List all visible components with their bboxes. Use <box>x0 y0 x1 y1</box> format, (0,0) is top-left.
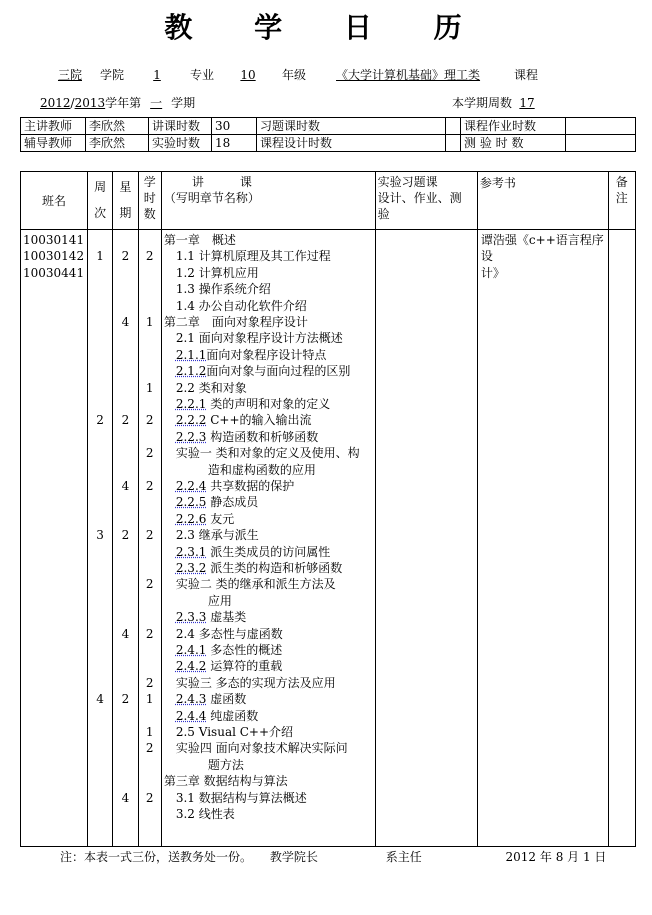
weekday-number <box>113 560 137 576</box>
staff-row-1 <box>21 118 636 135</box>
section-title: 纯虚函数 <box>206 708 259 723</box>
section-title: 1.1 计算机原理及其工作过程 <box>175 249 331 264</box>
section-title: 类的声明和对象的定义 <box>206 397 331 411</box>
lecture-topic <box>176 298 307 314</box>
weeks-line <box>452 94 542 111</box>
staff-cell: 课程作业时数 <box>461 118 566 135</box>
lecture-topic <box>176 740 348 756</box>
semester-label: 学期 <box>171 96 196 110</box>
hours-number: 2 <box>145 626 154 641</box>
lecture-column-header: 讲 课 （写明章节名称） <box>161 172 375 230</box>
week-number <box>88 494 112 510</box>
lecture-topic <box>176 675 336 691</box>
day-column-header: 星 期 <box>113 172 138 230</box>
staff-cell <box>566 135 636 152</box>
week-number <box>88 511 112 527</box>
section-title: 3.2 线性表 <box>175 807 235 821</box>
week-number <box>88 380 112 396</box>
week-number <box>88 806 112 822</box>
lecture-topic <box>176 724 293 740</box>
staff-cell: 实验时数 <box>149 135 212 152</box>
lecture-topic <box>176 511 234 527</box>
section-title: 实验三 多态的实现方法及应用 <box>175 675 336 690</box>
staff-cell: 习题课时数 <box>257 118 446 135</box>
hours-number: 2 <box>145 577 154 592</box>
week-cell <box>87 230 112 847</box>
section-title: 共享数据的保护 <box>206 479 295 493</box>
staff-cell <box>566 118 636 135</box>
weekday-number <box>113 232 137 248</box>
week-number: 1 <box>96 249 104 264</box>
hours-number <box>139 773 161 789</box>
lecture-cell <box>161 230 375 847</box>
week-number <box>88 544 112 560</box>
weekday-number <box>113 740 137 756</box>
calendar-table <box>20 171 636 847</box>
hours-number <box>139 298 161 314</box>
section-number: 2.3.1 <box>175 544 207 559</box>
staff-cell: 主讲教师 <box>21 118 86 135</box>
lecture-topic <box>176 347 327 363</box>
section-title: 2.3 继承与派生 <box>175 528 259 543</box>
year-label: 学年第 <box>105 96 142 110</box>
weekday-number <box>113 773 137 789</box>
weekday-number <box>113 265 137 281</box>
week-number <box>88 478 112 494</box>
year-start: 2012 <box>40 96 71 110</box>
hours-number: 2 <box>145 249 154 264</box>
hours-number <box>139 429 161 445</box>
weekday-number <box>113 380 137 396</box>
section-number: 2.2.6 <box>175 511 207 526</box>
calendar-body-row <box>21 230 636 847</box>
director-label: 系主任 <box>385 850 422 864</box>
lecture-topic <box>176 626 283 642</box>
weekday-number: 2 <box>121 692 130 707</box>
section-title: 虚基类 <box>206 610 247 625</box>
major-value: 1 <box>153 68 161 82</box>
staff-cell: 测 验 时 数 <box>461 135 566 152</box>
hours-number <box>139 708 161 724</box>
staff-cell: 30 <box>212 118 257 135</box>
lecture-topic <box>176 429 318 445</box>
lecture-topic <box>176 412 312 428</box>
week-number <box>88 658 112 674</box>
section-number: 2.3.3 <box>175 610 207 625</box>
hours-number <box>139 642 161 658</box>
section-title: 实验四 面向对象技术解决实际问 <box>175 741 348 756</box>
footer-date: 2012 年 8 月 1 日 <box>505 850 607 864</box>
lecture-topic <box>164 232 236 248</box>
week-number <box>88 724 112 740</box>
section-title: 派生类成员的访问属性 <box>206 544 331 559</box>
section-title: 多态性的概述 <box>206 643 283 657</box>
lecture-topic <box>208 462 316 478</box>
footer <box>60 848 606 865</box>
weekday-number <box>113 494 137 510</box>
section-title: 1.3 操作系统介绍 <box>175 282 271 297</box>
section-number: 2.4.2 <box>175 659 207 674</box>
lecture-topic <box>176 248 331 264</box>
hours-number: 2 <box>145 675 154 690</box>
section-title: 第二章 面向对象程序设计 <box>163 315 308 329</box>
week-number <box>88 265 112 281</box>
lecture-topic <box>176 363 351 379</box>
hours-column-header: 学 时 数 <box>138 172 161 230</box>
section-title: 题方法 <box>207 757 244 772</box>
weekday-number <box>113 445 137 461</box>
staff-cell <box>446 118 461 135</box>
staff-cell: 李欣然 <box>86 135 149 152</box>
lecture-topic <box>176 691 246 707</box>
week-number <box>88 298 112 314</box>
weekday-number: 2 <box>121 528 130 543</box>
lecture-topic <box>176 527 259 543</box>
weekday-number: 4 <box>121 479 130 493</box>
weekday-number <box>113 281 137 297</box>
hours-number <box>139 330 161 346</box>
section-number: 2.2.4 <box>175 479 207 493</box>
weekday-number <box>113 330 137 346</box>
hours-number <box>139 363 161 379</box>
college-value: 三院 <box>57 68 82 82</box>
staff-cell: 李欣然 <box>86 118 149 135</box>
staff-cell: 讲课时数 <box>149 118 212 135</box>
weekday-number <box>113 806 137 822</box>
major-label: 专业 <box>190 68 215 82</box>
class-name: 10030142 <box>23 249 85 264</box>
weekday-number: 4 <box>121 626 130 641</box>
lecture-topic <box>208 593 232 609</box>
hours-number <box>139 462 161 478</box>
week-number <box>88 773 112 789</box>
lecture-topic <box>176 708 258 724</box>
weekday-number <box>113 642 137 658</box>
lecture-topic <box>176 642 282 658</box>
staff-cell: 辅导教师 <box>21 135 86 152</box>
lecture-topic <box>176 330 343 346</box>
weekday-number <box>113 396 137 412</box>
hours-number: 2 <box>145 741 154 756</box>
course-label: 课程 <box>514 68 539 82</box>
week-number <box>88 429 112 445</box>
lecture-topic <box>176 265 259 281</box>
weekday-number <box>113 593 137 609</box>
week-number <box>88 740 112 756</box>
hours-number: 2 <box>145 790 154 805</box>
lecture-topic <box>176 445 360 461</box>
section-title: 2.2 类和对象 <box>175 380 247 395</box>
weekday-number: 4 <box>121 315 130 329</box>
hours-number <box>139 511 161 527</box>
lecture-topic <box>176 609 246 625</box>
weekday-number <box>113 609 137 625</box>
weekday-number <box>113 724 137 740</box>
weekday-number <box>113 429 137 445</box>
section-title: 运算符的重载 <box>206 659 283 674</box>
week-number <box>88 609 112 625</box>
weekday-number <box>113 363 137 379</box>
week-number <box>88 347 112 363</box>
section-title: 第一章 概述 <box>163 233 236 247</box>
weekday-number <box>113 708 137 724</box>
college-label: 学院 <box>100 68 125 82</box>
section-title: 面向对象程序设计特点 <box>206 347 327 362</box>
grade-value: 10 <box>240 68 256 82</box>
section-number: 2.2.2 <box>175 413 207 428</box>
weekday-number <box>113 462 137 478</box>
hours-number <box>139 658 161 674</box>
hours-number <box>139 265 161 281</box>
section-title: 1.4 办公自动化软件介绍 <box>175 298 307 313</box>
reference-line: 计》 <box>480 265 505 280</box>
lecture-topic <box>176 396 330 412</box>
section-number: 2.2.5 <box>175 495 207 510</box>
week-number <box>88 642 112 658</box>
section-number: 2.4.1 <box>175 643 207 657</box>
weeks-value: 17 <box>519 96 535 110</box>
weekday-number <box>113 544 137 560</box>
staff-cell: 18 <box>212 135 257 152</box>
section-title: 2.4 多态性与虚函数 <box>175 626 283 641</box>
section-title: 实验二 类的继承和派生方法及 <box>175 577 336 592</box>
staff-row-2 <box>21 135 636 152</box>
section-title: 静态成员 <box>206 495 259 510</box>
week-number <box>88 396 112 412</box>
reference-cell <box>477 230 608 847</box>
class-name: 10030441 <box>23 265 85 280</box>
hours-number <box>139 281 161 297</box>
weekday-number <box>113 511 137 527</box>
section-number: 2.2.3 <box>175 429 207 444</box>
weekday-number <box>113 298 137 314</box>
weekday-number <box>113 675 137 691</box>
week-number: 3 <box>96 528 104 543</box>
grade-label: 年级 <box>282 68 307 82</box>
hours-number: 2 <box>145 446 154 461</box>
hours-number <box>139 347 161 363</box>
lecture-topic <box>176 380 247 396</box>
week-number <box>88 593 112 609</box>
section-number: 2.4.4 <box>175 708 207 723</box>
weekday-number: 2 <box>121 413 130 428</box>
footer-note: 注：本表一式三份，送教务处一份。 <box>60 850 253 864</box>
lab-cell <box>375 230 477 847</box>
note-column-header: 备 注 <box>608 172 635 230</box>
weeks-label: 本学期周数 <box>452 96 513 110</box>
lab-column-header: 实验习题课 设计、作业、测 验 <box>375 172 477 230</box>
week-number <box>88 560 112 576</box>
hours-number: 1 <box>145 380 154 395</box>
dean-label: 教学院长 <box>269 850 318 864</box>
section-number: 2.1.1 <box>175 347 207 362</box>
hours-number: 1 <box>145 315 154 329</box>
day-cell <box>113 230 138 847</box>
hours-number <box>139 544 161 560</box>
weekday-number <box>113 658 137 674</box>
hours-number <box>139 560 161 576</box>
section-number: 2.1.2 <box>175 364 207 379</box>
weekday-number <box>113 576 137 592</box>
weekday-number: 2 <box>121 249 130 264</box>
staff-cell <box>446 135 461 152</box>
ref-column-header: 参考书 <box>477 172 608 230</box>
hours-cell <box>138 230 161 847</box>
section-title: 造和虚构函数的应用 <box>207 462 316 477</box>
lecture-topic <box>176 576 336 592</box>
week-number <box>88 576 112 592</box>
course-value: 《大学计算机基础》理工类 <box>336 68 481 82</box>
week-number <box>88 330 112 346</box>
class-list-cell <box>21 230 88 847</box>
hours-number: 1 <box>145 725 154 739</box>
section-number: 2.4.3 <box>175 692 207 707</box>
section-title: 友元 <box>206 511 235 526</box>
lecture-topic <box>176 806 235 822</box>
section-title: 2.1 面向对象程序设计方法概述 <box>175 331 343 346</box>
hours-number <box>139 609 161 625</box>
section-title: 构造函数和析够函数 <box>206 429 319 444</box>
section-title: 应用 <box>207 593 232 608</box>
week-number <box>88 626 112 642</box>
week-number <box>88 708 112 724</box>
lecture-topic <box>176 281 271 297</box>
week-number <box>88 462 112 478</box>
section-number: 2.3.2 <box>175 561 207 575</box>
hours-number <box>139 396 161 412</box>
lecture-topic <box>208 757 244 773</box>
week-number <box>88 314 112 330</box>
hours-number <box>139 806 161 822</box>
reference-line: 谭浩强《c++语言程序设 <box>480 233 604 264</box>
section-title: 派生类的构造和析够函数 <box>206 561 343 575</box>
section-title: 1.2 计算机应用 <box>175 265 259 280</box>
weekday-number <box>113 757 137 773</box>
hours-number <box>139 494 161 510</box>
week-number <box>88 757 112 773</box>
staff-table <box>20 117 636 152</box>
week-number <box>88 363 112 379</box>
year-end: 2013 <box>74 96 106 110</box>
hours-number <box>139 757 161 773</box>
lecture-topic <box>176 560 342 576</box>
section-number: 2.2.1 <box>175 397 207 411</box>
class-column-header: 班名 <box>21 172 88 230</box>
semester-line: 2012/2013学年第 一 学期 <box>40 96 196 110</box>
lecture-topic <box>176 478 294 494</box>
lecture-topic <box>164 314 308 330</box>
weekday-number <box>113 347 137 363</box>
section-title: 第三章 数据结构与算法 <box>163 774 288 789</box>
section-title: C++的输入输出流 <box>206 413 312 428</box>
calendar-header-row <box>21 172 636 230</box>
section-title: 虚函数 <box>206 692 247 707</box>
hours-number <box>139 593 161 609</box>
hours-number: 2 <box>145 479 154 493</box>
week-number <box>88 790 112 806</box>
class-name: 10030141 <box>23 233 85 247</box>
section-title: 实验一 类和对象的定义及使用、构 <box>175 446 360 461</box>
lecture-topic <box>176 544 330 560</box>
note-cell <box>608 230 635 847</box>
week-number <box>88 232 112 248</box>
hours-number: 1 <box>145 692 154 707</box>
week-number: 2 <box>96 413 104 428</box>
section-title: 面向对象与面向过程的区别 <box>206 364 351 379</box>
hours-number: 2 <box>145 413 154 428</box>
section-title: 3.1 数据结构与算法概述 <box>175 790 307 805</box>
weekday-number: 4 <box>121 790 130 805</box>
week-number: 4 <box>96 692 104 707</box>
lecture-topic <box>176 790 307 806</box>
week-column-header: 周 次 <box>87 172 112 230</box>
week-number <box>88 281 112 297</box>
hours-number: 2 <box>145 528 154 543</box>
lecture-topic <box>176 494 258 510</box>
section-title: 2.5 Visual C++介绍 <box>175 725 294 739</box>
hours-number <box>139 232 161 248</box>
page-title: 教 学 日 历 <box>164 11 488 44</box>
week-number <box>88 675 112 691</box>
semester-value: 一 <box>150 96 163 110</box>
lecture-topic <box>164 773 288 789</box>
course-header-line <box>40 66 538 83</box>
week-number <box>88 445 112 461</box>
staff-cell: 课程设计时数 <box>257 135 446 152</box>
lecture-topic <box>176 658 282 674</box>
